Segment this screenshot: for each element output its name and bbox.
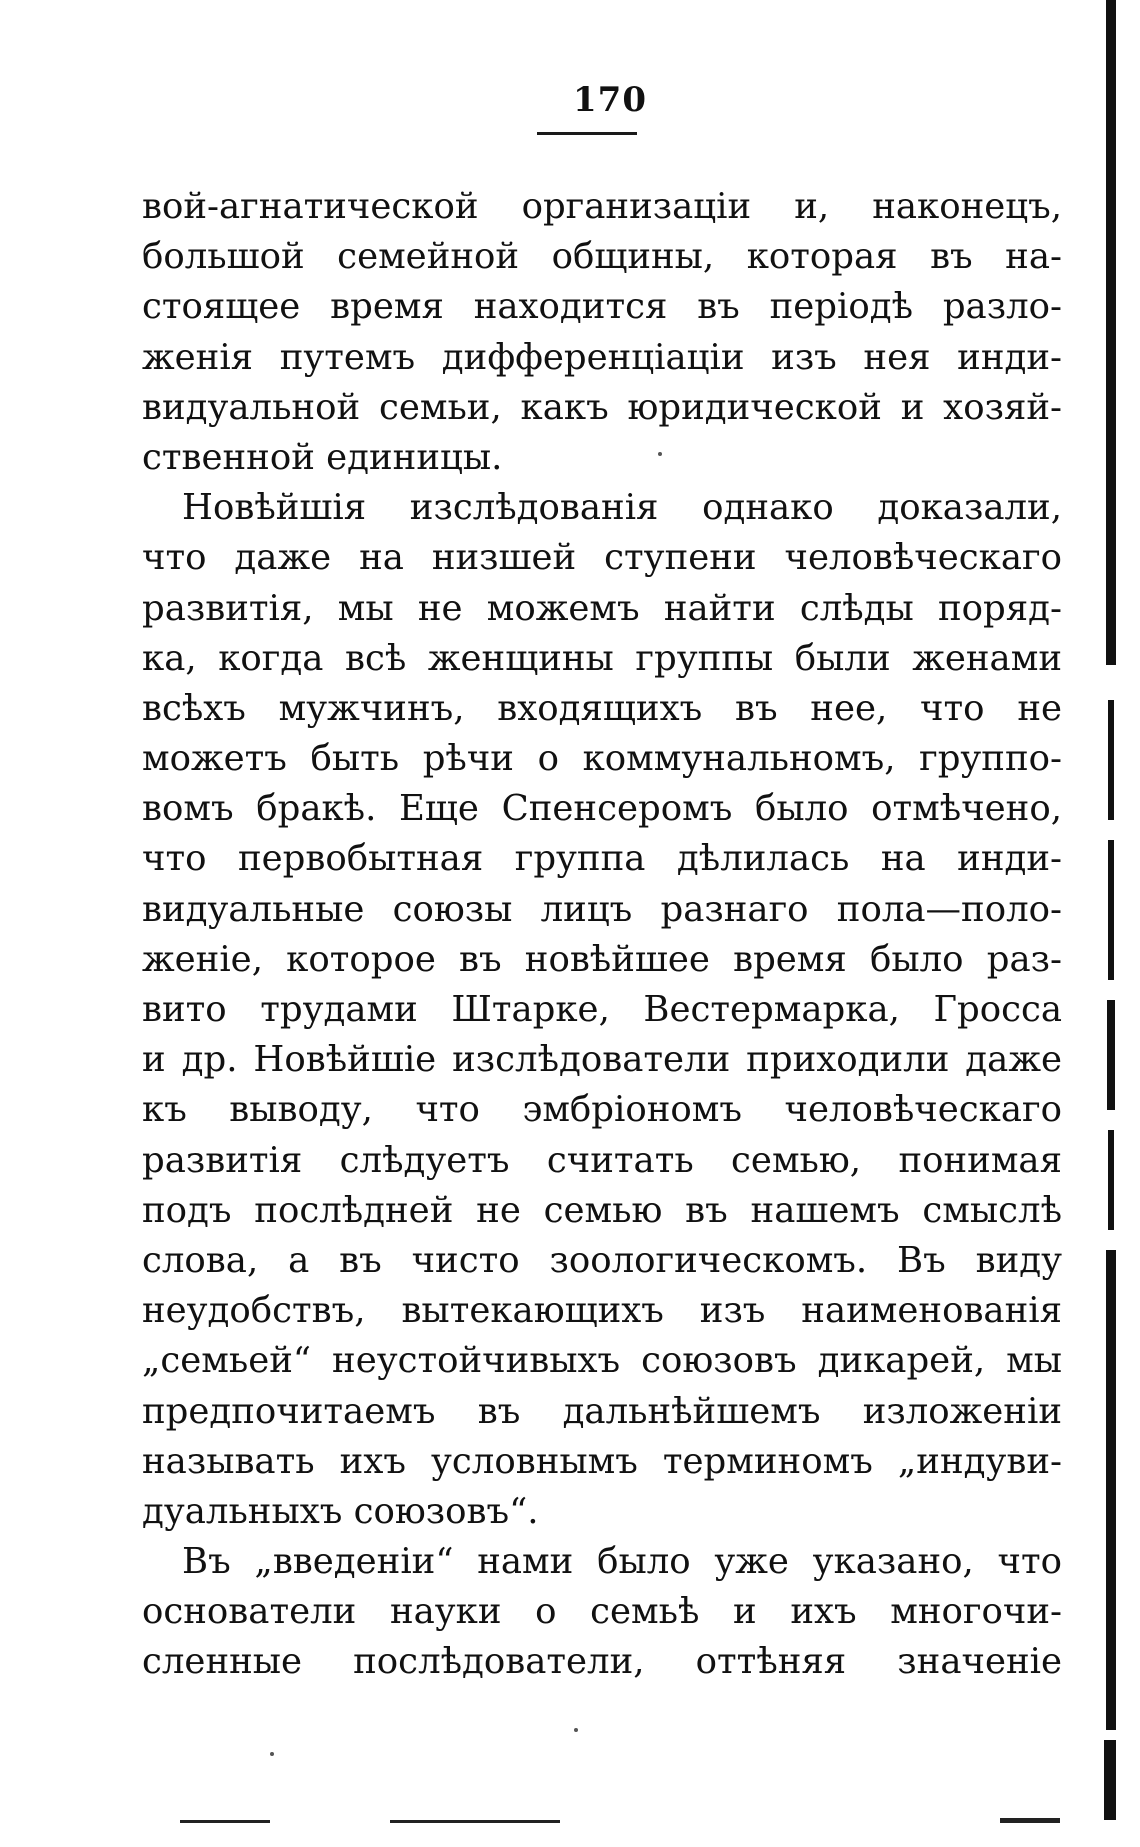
- text-line: неудобствъ, вытекающихъ изъ наименованія: [142, 1290, 1062, 1332]
- text-line: слова, а въ чисто зоологическомъ. Въ виду: [142, 1239, 1062, 1281]
- text-line: и др. Новѣйшіе изслѣдователи приходили даже: [142, 1039, 1062, 1081]
- paragraph-3: [142, 1537, 1062, 1688]
- text-line: что первобытная группа дѣлилась на инди-: [142, 838, 1062, 880]
- text-line: подъ послѣдней не семью въ нашемъ смыслѣ: [142, 1189, 1062, 1231]
- scan-bottom-dash: [390, 1820, 560, 1823]
- text-line: ственной единицы.: [142, 436, 503, 478]
- text-line: можетъ быть рѣчи о коммунальномъ, группо-: [142, 738, 1062, 780]
- text-line: развитія слѣдуетъ считать семью, понимая: [142, 1139, 1062, 1181]
- text-line: „семьей“ неустойчивыхъ союзовъ дикарей, мы: [142, 1340, 1062, 1382]
- text-line: женіе, которое въ новѣйшее время было раз-: [142, 938, 1062, 980]
- text-line: вой-агнатической организаціи и, наконецъ,: [142, 186, 1062, 227]
- scan-edge-rule: [1106, 1250, 1116, 1730]
- scan-speck: [270, 1752, 274, 1756]
- scan-speck: [658, 452, 662, 456]
- text-line: развитія, мы не можемъ найти слѣды поряд-: [142, 587, 1062, 629]
- text-line: видуальной семьи, какъ юридической и хозяй-: [142, 386, 1062, 428]
- text-line: большой семейной общины, которая въ на-: [142, 236, 1062, 278]
- text-line: что даже на низшей ступени человѣческаго: [142, 537, 1062, 579]
- text-line: стоящее время находится въ періодѣ разло-: [142, 286, 1062, 328]
- paragraph-2: [142, 483, 1062, 1537]
- text-line: сленные послѣдователи, оттѣняя значеніе: [142, 1641, 1062, 1683]
- scan-edge-rule: [1108, 840, 1114, 980]
- body-text: [142, 182, 1062, 1688]
- text-line: Въ „введеніи“ нами было уже указано, что: [182, 1541, 1062, 1583]
- scan-edge-rule: [1104, 1740, 1116, 1820]
- text-line: Новѣйшія изслѣдованія однако доказали,: [182, 487, 1062, 529]
- text-line: ка, когда всѣ женщины группы были женами: [142, 637, 1062, 679]
- scan-edge-rule: [1108, 700, 1114, 820]
- text-line: женія путемъ дифференціаціи изъ нея инди-: [142, 336, 1062, 378]
- scan-edge-rule: [1108, 1130, 1114, 1230]
- text-line: предпочитаемъ въ дальнѣйшемъ изложеніи: [142, 1390, 1062, 1432]
- scan-speck: [574, 1728, 578, 1732]
- scan-edge-rule: [1106, 0, 1116, 665]
- text-line: къ выводу, что эмбріономъ человѣческаго: [142, 1089, 1062, 1131]
- text-line: основатели науки о семьѣ и ихъ многочи-: [142, 1591, 1062, 1633]
- page-number-underline: [537, 132, 637, 135]
- text-line: всѣхъ мужчинъ, входящихъ въ нее, что не: [142, 687, 1062, 729]
- text-line: называть ихъ условнымъ терминомъ „индуви-: [142, 1440, 1062, 1482]
- scan-bottom-dash: [1000, 1818, 1060, 1823]
- scan-edge-rule: [1107, 1000, 1115, 1110]
- text-line: дуальныхъ союзовъ“.: [142, 1490, 539, 1532]
- text-line: видуальные союзы лицъ разнаго пола—поло-: [142, 888, 1062, 930]
- paragraph-1: [142, 182, 1062, 483]
- text-line: вомъ бракѣ. Еще Спенсеромъ было отмѣчено,: [142, 788, 1062, 830]
- text-line: вито трудами Штарке, Вестермарка, Гросса: [142, 989, 1062, 1030]
- page-number: 170: [573, 80, 647, 120]
- scan-bottom-dash: [180, 1820, 270, 1823]
